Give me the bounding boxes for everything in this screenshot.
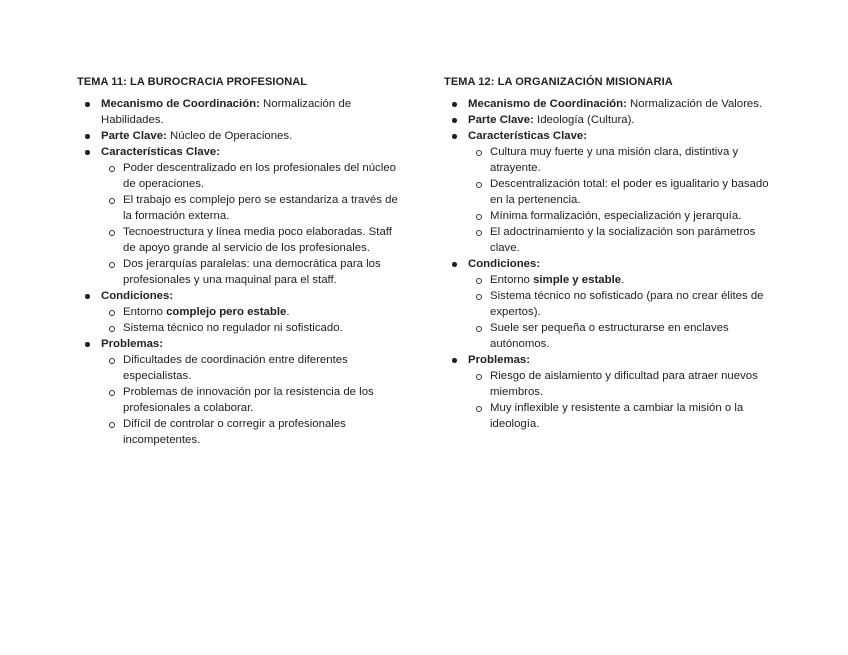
list-item-problemas — [77, 336, 407, 448]
label-condiciones: Condiciones: — [101, 290, 174, 302]
sublist-item: Dificultades de coordinación entre diferentes especialistas. — [101, 352, 407, 384]
sublist-item: Suele ser pequeña o estructurarse en enclaves autónomos. — [468, 320, 774, 352]
sublist-item: El adoctrinamiento y la socialización son parámetros clave. — [468, 224, 774, 256]
sublist-item: El trabajo es complejo pero se estandariza a través de la formación externa. — [101, 192, 407, 224]
sublist-caracteristicas — [468, 144, 774, 256]
sublist-item: Cultura muy fuerte y una misión clara, distintiva y atrayente. — [468, 144, 774, 176]
list-item-condiciones — [77, 288, 407, 336]
label-parte-clave: Parte Clave: — [468, 114, 534, 126]
column-tema-12 — [444, 74, 774, 432]
sublist-item: Riesgo de aislamiento y dificultad para atraer nuevos miembros. — [468, 368, 774, 400]
sublist-condiciones — [101, 304, 407, 336]
label-problemas: Problemas: — [468, 354, 531, 366]
sublist-item — [101, 304, 407, 320]
main-list — [77, 96, 407, 448]
value-parte-clave: Ideología (Cultura). — [533, 114, 635, 126]
list-item-caracteristicas — [444, 128, 774, 256]
list-item-condiciones — [444, 256, 774, 352]
label-caracteristicas: Características Clave: — [101, 146, 221, 158]
sublist-item: Tecnoestructura y línea media poco elaboradas. Staff de apoyo grande al servicio de los profesionales. — [101, 224, 407, 256]
column-tema-11 — [77, 74, 407, 448]
label-mecanismo: Mecanismo de Coordinación: — [101, 98, 260, 110]
sublist-problemas — [101, 352, 407, 448]
sublist-item: Poder descentralizado en los profesionales del núcleo de operaciones. — [101, 160, 407, 192]
list-item-mecanismo — [77, 96, 407, 128]
text: Entorno — [123, 306, 167, 318]
emphasis: complejo pero estable — [166, 306, 287, 318]
sublist-item: Problemas de innovación por la resistencia de los profesionales a colaborar. — [101, 384, 407, 416]
sublist-item: Mínima formalización, especialización y jerarquía. — [468, 208, 774, 224]
sublist-item: Sistema técnico no regulador ni sofisticado. — [101, 320, 407, 336]
label-mecanismo: Mecanismo de Coordinación: — [468, 98, 627, 110]
section-title: TEMA 11: LA BUROCRACIA PROFESIONAL — [77, 76, 308, 88]
label-parte-clave: Parte Clave: — [101, 130, 167, 142]
sublist-problemas — [468, 368, 774, 432]
text: . — [621, 274, 625, 286]
list-item-parte-clave — [444, 112, 774, 128]
value-parte-clave: Núcleo de Operaciones. — [166, 130, 293, 142]
emphasis: simple y estable — [533, 274, 622, 286]
label-condiciones: Condiciones: — [468, 258, 541, 270]
sublist-condiciones — [468, 272, 774, 352]
sublist-item: Muy inflexible y resistente a cambiar la misión o la ideología. — [468, 400, 774, 432]
sublist-item — [468, 272, 774, 288]
sublist-item: Difícil de controlar o corregir a profesionales incompetentes. — [101, 416, 407, 448]
label-problemas: Problemas: — [101, 338, 164, 350]
section-title: TEMA 12: LA ORGANIZACIÓN MISIONARIA — [444, 76, 673, 88]
text: Entorno — [490, 274, 534, 286]
value-mecanismo: Normalización de Habilidades. — [101, 98, 352, 126]
label-caracteristicas: Características Clave: — [468, 130, 588, 142]
list-item-problemas — [444, 352, 774, 432]
list-item-caracteristicas — [77, 144, 407, 288]
list-item-mecanismo — [444, 96, 774, 112]
sublist-item: Descentralización total: el poder es igualitario y basado en la pertenencia. — [468, 176, 774, 208]
text: . — [286, 306, 290, 318]
value-mecanismo: Normalización de Valores. — [626, 98, 763, 110]
sublist-caracteristicas — [101, 160, 407, 288]
sublist-item: Sistema técnico no sofisticado (para no crear élites de expertos). — [468, 288, 774, 320]
main-list — [444, 96, 774, 432]
list-item-parte-clave — [77, 128, 407, 144]
sublist-item: Dos jerarquías paralelas: una democrática para los profesionales y una maquinal para el staff. — [101, 256, 407, 288]
